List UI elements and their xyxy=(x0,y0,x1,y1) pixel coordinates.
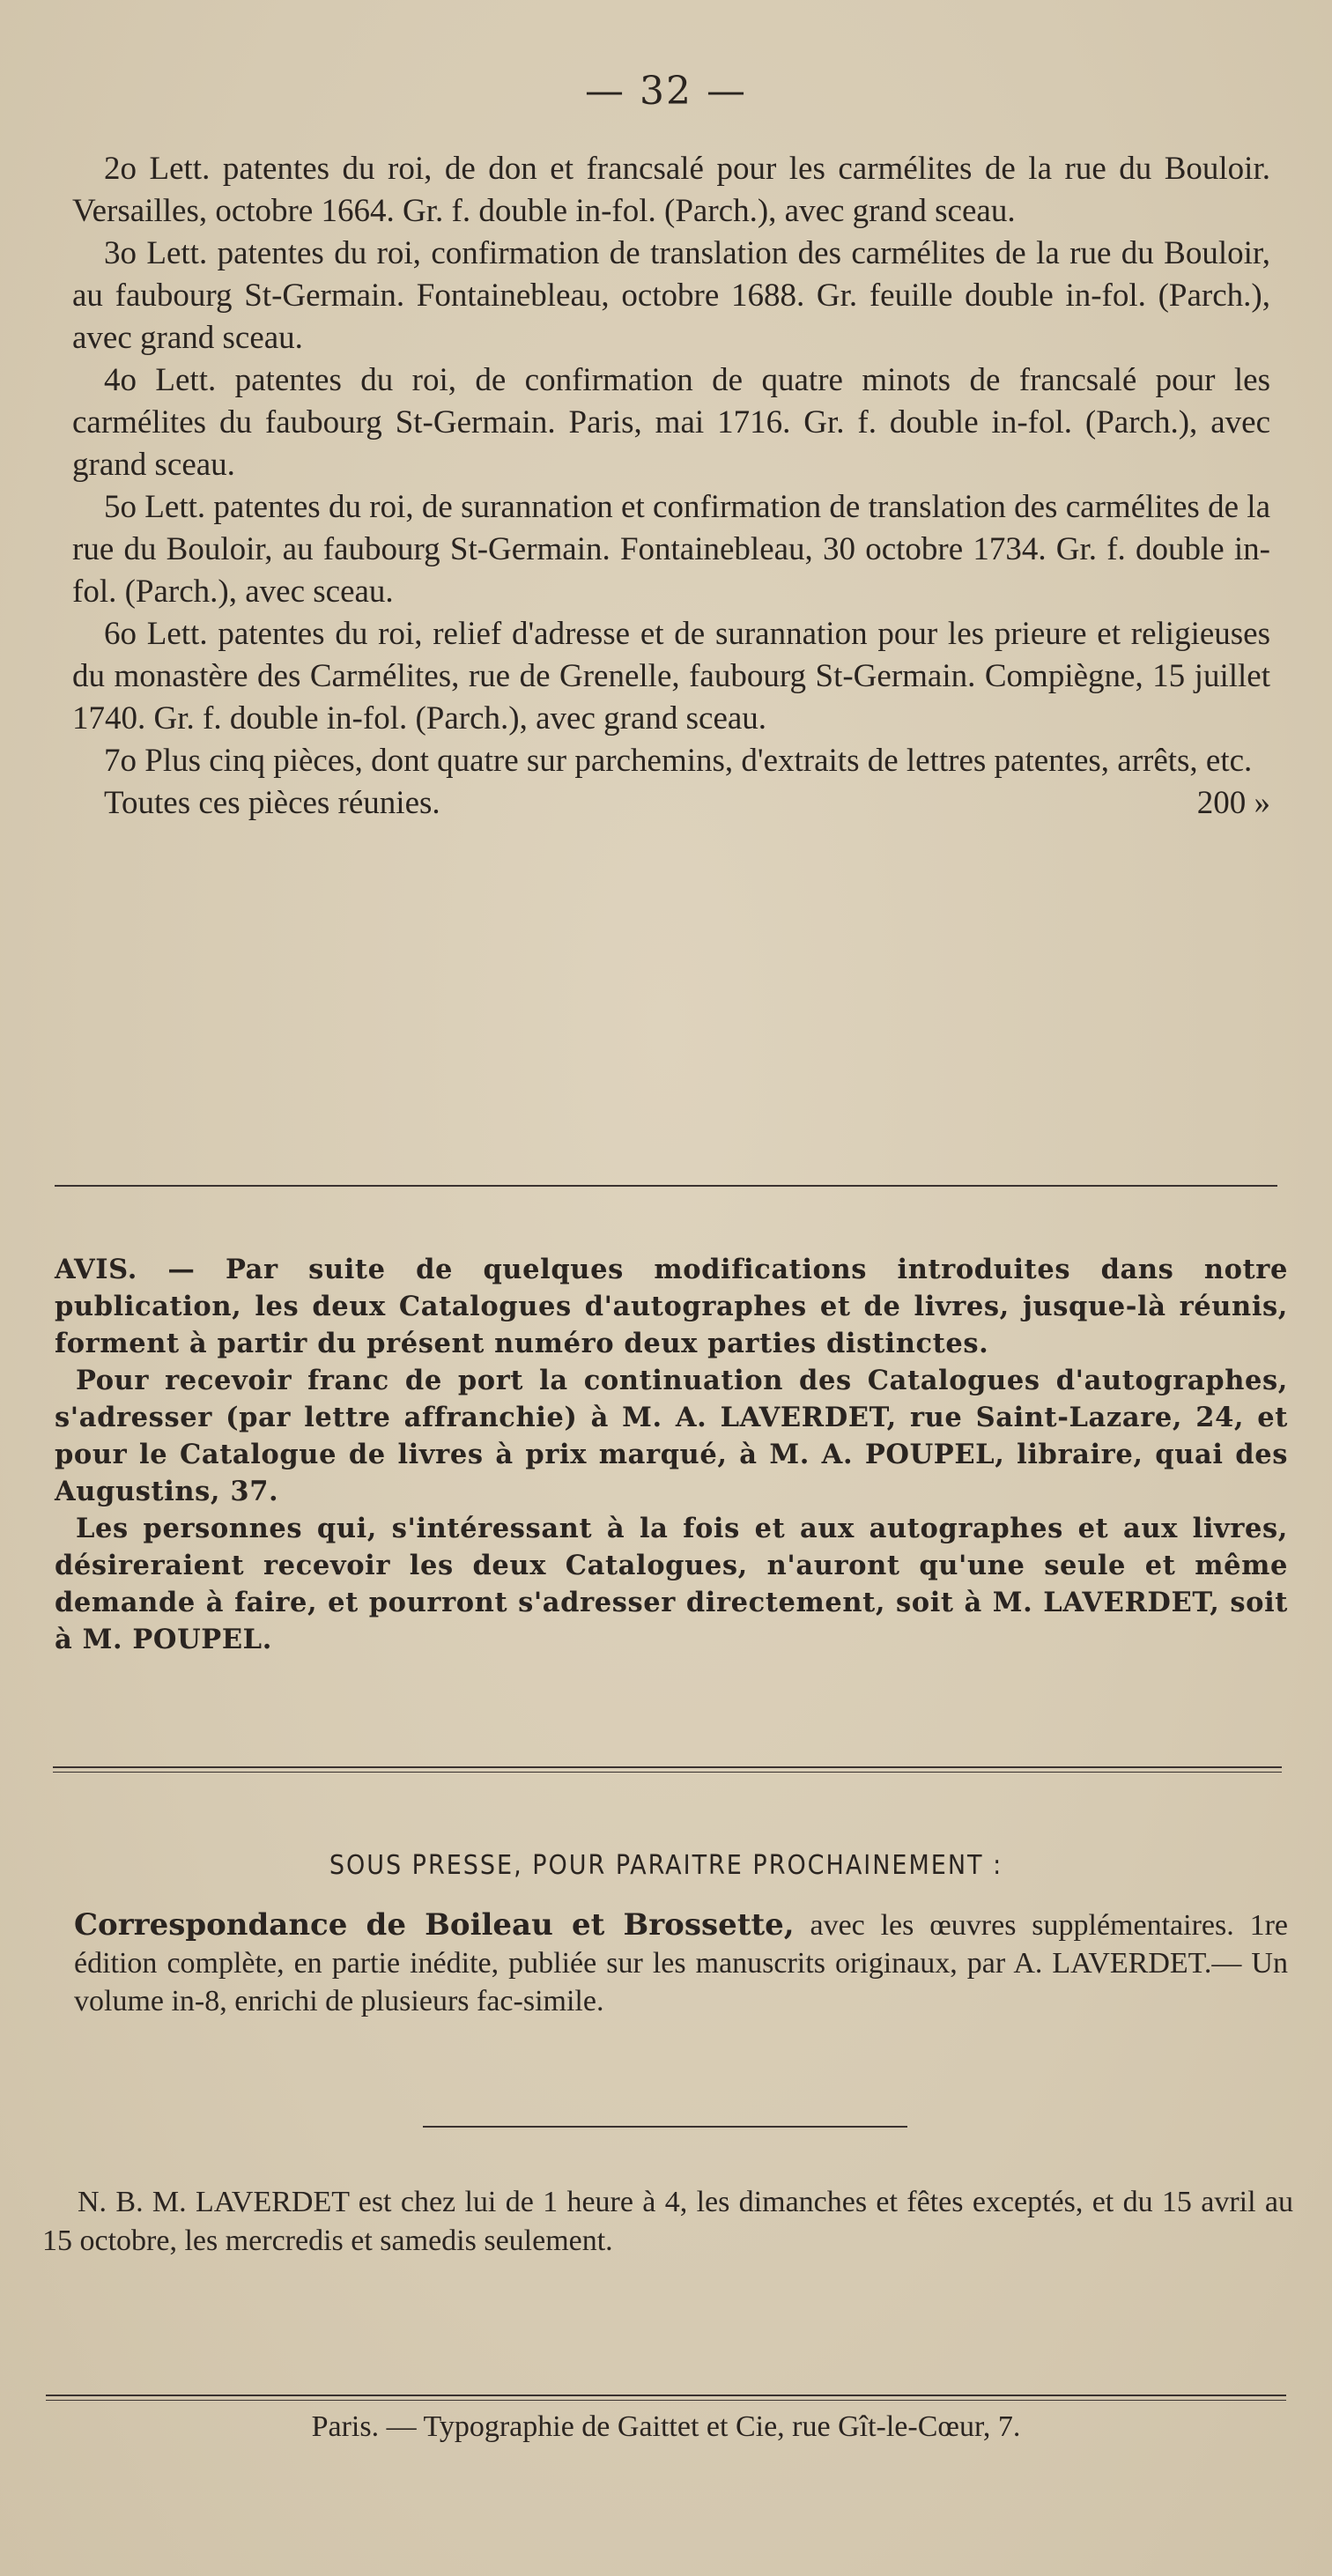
avis-paragraph: Les personnes qui, s'intéressant à la fois et aux autographes et aux livres, désireraient recevoir les deux Catalogues, n'auront qu'une seule et même demande à faire, et pourront s'adresser directement, soit à M. LAVERDET, soit à M. POUPEL. xyxy=(55,1513,1288,1655)
price: 200 » xyxy=(1196,785,1270,821)
entry-item: 5o Lett. patentes du roi, de surannation et confirmation de translation des carmélites de la rue du Bouloir, au faubourg St-Germain. Fontainebleau, 30 octobre 1734. Gr. f. double in-fol. (Parch.), avec sceau. xyxy=(72,489,1270,610)
entry-item: 7o Plus cinq pièces, dont quatre sur parchemins, d'extraits de lettres patentes, arrêts, etc. xyxy=(104,743,1253,779)
avis-notice xyxy=(55,1251,1288,1658)
avis-paragraph: AVIS. — Par suite de quelques modifications introduites dans notre publication, les deux Catalogues d'autographes et de livres, jusque-là réunis, forment à partir du présent numéro deux parties distinctes. xyxy=(55,1254,1288,1359)
presse-heading: SOUS PRESSE, POUR PARAITRE PROCHAINEMENT : xyxy=(329,1850,1003,1881)
summary-line xyxy=(72,782,1270,825)
entry-item: 6o Lett. patentes du roi, relief d'adresse et de surannation pour les prieure et religieuses du monastère des Carmélites, rue de Grenelle, faubourg St-Germain. Compiègne, 15 juillet 1740. Gr. f. double in-fol. (Parch.), avec grand sceau. xyxy=(72,616,1270,737)
divider-rule xyxy=(423,2126,907,2128)
nota-bene xyxy=(42,2183,1293,2261)
summary-text: Toutes ces pièces réunies. xyxy=(104,785,440,821)
presse-announcement xyxy=(74,1906,1288,2020)
book-title: Correspondance de Boileau et Brossette, xyxy=(74,1907,795,1943)
divider-rule xyxy=(53,1766,1282,1773)
page-number: — 32 — xyxy=(585,69,747,114)
letters-patent-list xyxy=(72,148,1270,825)
nb-text: N. B. M. LAVERDET est chez lui de 1 heure à 4, les dimanches et fêtes exceptés, et du 15 avril au 15 octobre, les mercredis et samedis seulement. xyxy=(42,2186,1293,2257)
divider-rule xyxy=(55,1185,1277,1187)
divider-rule xyxy=(46,2395,1286,2401)
book-description: avec les œuvres supplémentaires. 1re édition complète, en partie inédite, publiée sur les manuscrits originaux, par A. LAVERDET.— Un volume in-8, enrichi de plusieurs fac-simile. xyxy=(74,1909,1288,2017)
entry-item: 2o Lett. patentes du roi, de don et francsalé pour les carmélites de la rue du Bouloir. Versailles, octobre 1664. Gr. f. double in-fol. (Parch.), avec grand sceau. xyxy=(72,151,1270,229)
avis-paragraph: Pour recevoir franc de port la continuation des Catalogues d'autographes, s'adresser (par lettre affranchie) à M. A. LAVERDET, rue Saint-Lazare, 24, et pour le Catalogue de livres à prix marqué, à M. A. POUPEL, libraire, quai des Augustins, 37. xyxy=(55,1365,1288,1507)
printer-imprint: Paris. — Typographie de Gaittet et Cie, rue Gît-le-Cœur, 7. xyxy=(311,2410,1021,2443)
entry-item: 3o Lett. patentes du roi, confirmation de translation des carmélites de la rue du Bouloir, au faubourg St-Germain. Fontainebleau, octobre 1688. Gr. feuille double in-fol. (Parch.), avec grand sceau. xyxy=(72,235,1270,356)
entry-item: 4o Lett. patentes du roi, de confirmation de quatre minots de francsalé pour les carmélites du faubourg St-Germain. Paris, mai 1716. Gr. f. double in-fol. (Parch.), avec grand sceau. xyxy=(72,362,1270,483)
